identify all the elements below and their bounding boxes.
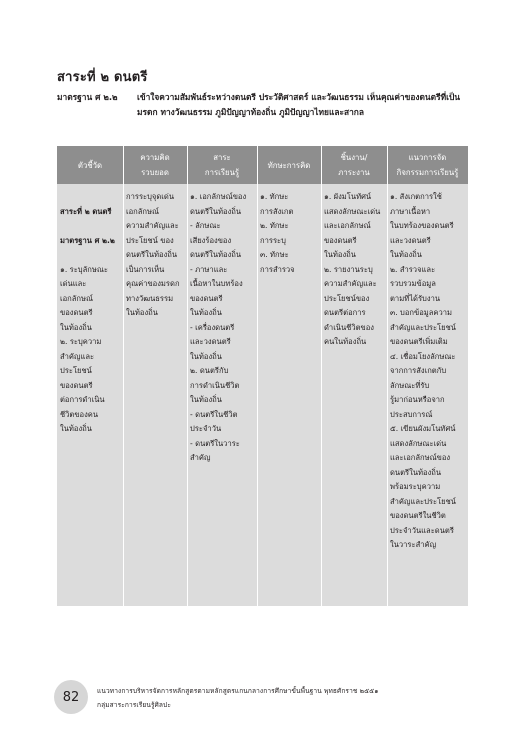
standard-code: มาตรฐาน ศ ๒.๒ (57, 92, 118, 102)
header-concept: ความคิด รวบยอด (140, 153, 170, 177)
header-content: สาระ การเรียนรู้ (204, 153, 240, 177)
indicator-list: ๑. ระบุลักษณะ เด่นและ เอกลักษณ์ ของดนตรี ในท้องถิ่น ๒. ระบุความ สำคัญและ ประโยชน์ ของดนตรี ต่อการดำเนิน ชีวิตของคน ในท้องถิ่น (60, 264, 109, 433)
header-work: ชิ้นงาน/ ภาระงาน (338, 153, 370, 177)
footer-line-2: กลุ่มสาระการเรียนรู้ศิลปะ (97, 701, 171, 709)
standard-text: เข้าใจความสัมพันธ์ระหว่างดนตรี ประวัติศาสตร์ และวัฒนธรรม เห็นคุณค่าของดนตรีที่เป็นมรดก ทางวัฒนธรรม ภูมิปัญญาท้องถิ่น ภูมิปัญญาไทยและสากล (137, 92, 460, 117)
column-divider (321, 146, 322, 606)
content-cell: ๑. เอกลักษณ์ของ ดนตรีในท้องถิ่น - ลักษณะ เสียงร้องของ ดนตรีในท้องถิ่น - ภาษาและ เนื้อหาในบทร้อง ของดนตรี ในท้องถิ่น - เครื่องดนตรี และวงดนตรี ในท้องถิ่น ๒. ดนตรีกับ การดำเนินชีวิต ในท้องถิ่น - ดนตรีในชีวิต ประจำวัน - ดนตรีในวาระ สำคัญ (190, 192, 247, 462)
indicator-cell (60, 190, 122, 451)
curriculum-table (57, 146, 468, 606)
header-indicator: ตัวชี้วัด (77, 160, 103, 170)
activities-cell: ๑. สังเกตการใช้ ภาษาเนื้อหา ในบทร้องของดนตรี และวงดนตรี ในท้องถิ่น ๒. สำรวจและ รวบรวมข้อมูล ตามที่ได้รับงาน ๓. บอกข้อมูลความ สำคัญและประโยชน์ ของดนตรีเพิ่มเติม ๔. เชื่อมโยงลักษณะ จากการสังเกตกับ ลักษณะที่รับ รู้มาก่อนหรือจาก ประสบการณ์ ๕. เขียนผังมโนทัศน์ แสดงลักษณะเด่น และเอกลักษณ์ของ ดนตรีในท้องถิ่น พร้อมระบุความ สำคัญและประโยชน์ ของดนตรีในชีวิต ประจำวันและดนตรี ในวาระสำคัญ (390, 192, 456, 549)
work-cell: ๑. ผังมโนทัศน์ แสดงลักษณะเด่น และเอกลักษณ์ ของดนตรี ในท้องถิ่น ๒. รายงานระบุ ความสำคัญและ ประโยชน์ของ ดนตรีต่อการ ดำเนินชีวิตของ คนในท้องถิ่น (324, 192, 381, 346)
footer-line-1: แนวทางการบริหารจัดการหลักสูตรตามหลักสูตรแกนกลางการศึกษาขั้นพื้นฐาน พุทธศักราช ๒๕๕๑ (97, 687, 379, 695)
cell-strand-label: สาระที่ ๒ ดนตรี (60, 206, 112, 216)
cell-standard-label: มาตรฐาน ศ ๒.๒ (60, 235, 115, 245)
column-divider (123, 146, 124, 606)
column-divider (387, 146, 388, 606)
header-activities: แนวการจัด กิจกรรมการเรียนรู้ (396, 153, 459, 177)
column-divider (257, 146, 258, 606)
header-thinking-skills: ทักษะการคิด (267, 160, 311, 170)
page-number: 82 (54, 680, 88, 714)
column-divider (187, 146, 188, 606)
thinking-skills-cell: ๑. ทักษะ การสังเกต ๒. ทักษะ การระบุ ๓. ทักษะ การสำรวจ (260, 192, 295, 274)
concept-cell: การระบุจุดเด่น เอกลักษณ์ ความสำคัญและ ประโยชน์ ของ ดนตรีในท้องถิ่น เป็นการเห็น คุณค่าของมรดก ทางวัฒนธรรม ในท้องถิ่น (126, 192, 180, 317)
strand-title: สาระที่ ๒ ดนตรี (57, 70, 148, 85)
